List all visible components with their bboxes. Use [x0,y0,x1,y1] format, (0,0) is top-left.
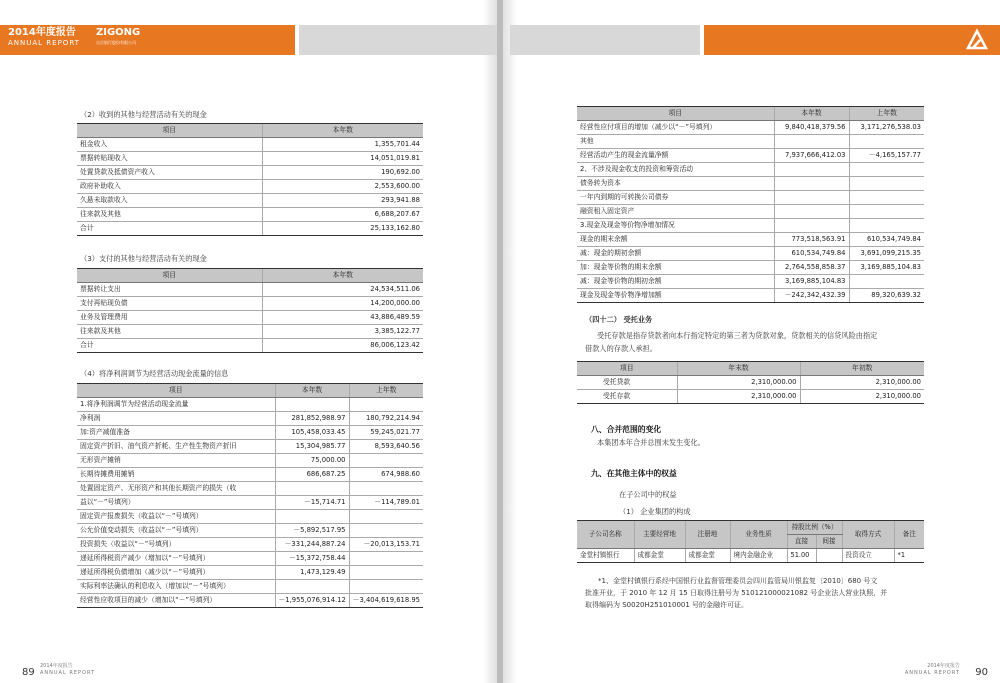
row-label: 处置贷款及抵债资产收入 [77,166,262,180]
row-label: 减：现金等价物的期初余额 [577,275,774,289]
col-header-prior-year: 上年数 [849,107,924,121]
col-header-current-year: 本年数 [262,124,423,138]
row-label: 2、不涉及现金收支的投资和筹资活动 [577,163,774,177]
row-value: 293,941.88 [262,194,423,208]
table-row [77,440,423,454]
table-row [77,566,423,580]
row-value [349,510,423,524]
row-value: 86,006,123.42 [262,339,423,353]
row-value: －15,714.71 [275,496,349,510]
row-value [349,482,423,496]
report-year-title: 2014年度报告 [8,27,76,38]
brand-subtitle: 自贡银行股份有限公司 [96,40,136,45]
row-value: 25,133,162.80 [262,222,423,236]
row-value [349,398,423,412]
table-row [77,398,423,412]
row-label: 加:资产减值准备 [77,426,275,440]
row-value: 14,200,000.00 [262,297,423,311]
row-label: 票据转让支出 [77,283,262,297]
section8-title: 八、合并范围的变化 [591,425,662,434]
cell: 成都金堂 [685,549,730,563]
row-label: 其他 [577,135,774,149]
table-row [577,177,924,191]
right-page [503,0,1000,683]
col-header-remarks: 备注 [894,521,924,549]
page-number: 89 [22,667,35,678]
col-header-acquisition-method: 取得方式 [842,521,894,549]
table2-heading: （2）收到的其他与经营活动有关的现金 [80,110,207,119]
table-row [77,552,423,566]
table-row [77,311,423,325]
report-logo [8,27,141,47]
row-label: 处置固定资产、无形资产和其他长期资产的损失（收 [77,482,275,496]
row-label: 固定资产报废损失（收益以“－”号填列） [77,510,275,524]
row-value: 6,688,207.67 [262,208,423,222]
row-value [349,580,423,594]
subsidiary-table [577,520,924,563]
section8-text: 本集团本年合并总围未发生变化。 [597,438,705,447]
footer-annual-report: ANNUAL REPORT [904,670,960,676]
row-value [275,482,349,496]
col-header-shareholding-ratio: 持股比例（%） [787,521,842,535]
table-row [77,412,423,426]
col-header-current-year: 本年数 [774,107,849,121]
row-value: 180,792,214.94 [349,412,423,426]
col-header-current-year: 本年数 [275,384,349,398]
col-header-main-place: 主要经营地 [634,521,685,549]
table-row [77,283,423,297]
table-row [77,166,423,180]
row-label: 一年内到期的可转换公司债券 [577,191,774,205]
row-label: 3.现金及现金等价物净增加情况 [577,219,774,233]
row-label: 票据转贴现收入 [77,152,262,166]
col-header-indirect: 间接 [816,535,842,549]
row-value: 674,988.60 [349,468,423,482]
row-label: 政府补助收入 [77,180,262,194]
header-grey-bar [510,25,700,55]
col-header-item: 项目 [77,269,262,283]
row-value: －114,789.01 [349,496,423,510]
left-page [0,0,497,683]
row-label: 融资租入固定资产 [577,205,774,219]
table-row [577,233,924,247]
col-header-item: 项目 [577,107,774,121]
row-value: 8,593,640.56 [349,440,423,454]
row-label: 经营性应付项目的增加（减少以“－”号填列） [577,121,774,135]
row-value: 3,385,122.77 [262,325,423,339]
net-profit-reconciliation-table [77,383,423,608]
row-label: 减：现金的期初余额 [577,247,774,261]
table-row [77,496,423,510]
table4-heading: （4）将净利润调节为经营活动现金流量的信息 [80,369,229,378]
table-row [577,275,924,289]
row-label: 往来款及其他 [77,208,262,222]
section9-subsidiary-interests: 在子公司中的权益 [619,490,677,499]
row-value: －331,244,887.24 [275,538,349,552]
table-row [77,482,423,496]
row-value [349,454,423,468]
row-value: －15,372,758.44 [275,552,349,566]
row-value: －1,955,076,914.12 [275,594,349,608]
table-row [77,594,423,608]
table3-heading: （3）支付的其他与经营活动有关的现金 [80,254,207,263]
row-label: 支付再贴现负债 [77,297,262,311]
page-number: 90 [975,667,988,678]
row-label: 无形资产摊销 [77,454,275,468]
row-value [275,580,349,594]
page-fold-shadow [483,0,497,683]
row-value: 3,169,885,104.83 [849,261,924,275]
table-row [77,222,423,236]
row-value: 3,691,099,215.35 [849,247,924,261]
footnote-line-1: *1、金堂村镇银行系经中国银行业监督管理委员会四川监管局川银监复〔2010〕680 号文 [598,577,878,585]
row-value: 610,534,749.84 [849,233,924,247]
table-row [77,538,423,552]
table-row [577,163,924,177]
table-row [77,468,423,482]
table-row [577,390,924,404]
row-label: 加：现金等价物的期末余额 [577,261,774,275]
row-label: 经营性应收项目的减少（增加以“－”号填列） [77,594,275,608]
row-value [275,510,349,524]
table-row [77,339,423,353]
table-row [77,297,423,311]
table-row [77,152,423,166]
row-value [774,219,849,233]
table-row [77,454,423,468]
row-label: 经营活动产生的现金流量净额 [577,149,774,163]
table-row [77,580,423,594]
row-value: 686,687.25 [275,468,349,482]
row-label: 合计 [77,339,262,353]
row-value: 89,320,639.32 [849,289,924,303]
row-value: 2,764,558,858.37 [774,261,849,275]
entrusted-business-text-2: 借款人的存款人承担。 [585,344,657,353]
row-value: 3,171,276,538.03 [849,121,924,135]
row-value: －242,342,432.39 [774,289,849,303]
row-value [849,219,924,233]
table-row [577,149,924,163]
col-header-item: 项目 [577,362,677,376]
table-row [77,524,423,538]
table-row [77,138,423,152]
row-value [849,275,924,289]
row-label: 久悬未取款收入 [77,194,262,208]
row-value: 15,304,985.77 [275,440,349,454]
row-label: 受托贷款 [577,376,677,390]
row-value [774,191,849,205]
row-label: 益以“－”号填列） [77,496,275,510]
table-row [77,325,423,339]
row-value [849,163,924,177]
row-value [774,177,849,191]
footer-annual-report: ANNUAL REPORT [40,670,96,676]
row-value: 1,355,701.44 [262,138,423,152]
row-label: 实际利率法确认的利息收入（增加以“－”号填列） [77,580,275,594]
footer-year: 2014年度报告 [40,663,73,669]
row-label: 现金及现金等价物净增加额 [577,289,774,303]
table-row [77,510,423,524]
row-label: 1.将净利润调节为经营活动现金流量 [77,398,275,412]
row-value: 59,245,021.77 [349,426,423,440]
row-label: 业务及管理费用 [77,311,262,325]
table-row [577,135,924,149]
row-value: 2,310,000.00 [800,376,924,390]
row-value: －3,404,619,618.95 [349,594,423,608]
col-header-item: 项目 [77,384,275,398]
col-header-year-end: 年末数 [677,362,800,376]
row-value: 610,534,749.84 [774,247,849,261]
table-row [577,376,924,390]
row-value: 2,553,600.00 [262,180,423,194]
table-row [577,289,924,303]
row-label: 递延所得税资产减少（增加以“－”号填列） [77,552,275,566]
cell: 51.00 [787,549,816,563]
col-header-item: 项目 [77,124,262,138]
table-row [77,194,423,208]
row-label: 债务转为资本 [577,177,774,191]
footnote-line-2: 批准开业，于 2010 年 12 月 15 日取得注册号为 510121000021082 号企业法人营业执照，并 [585,589,888,597]
header-grey-bar [299,25,497,55]
row-label: 受托存款 [577,390,677,404]
col-header-business-nature: 业务性质 [730,521,787,549]
other-cash-paid-table [77,268,423,353]
row-value [774,205,849,219]
row-value [349,566,423,580]
row-value [349,524,423,538]
row-value [849,205,924,219]
row-value: 281,852,988.97 [275,412,349,426]
row-value: 75,000.00 [275,454,349,468]
section9-group-structure: （1） 企业集团的构成 [619,507,691,516]
row-label: 公允价值变动损失（收益以“－”号填列） [77,524,275,538]
bank-logo-icon [964,28,990,52]
row-value [849,177,924,191]
cash-flow-supplement-table [577,106,924,303]
col-header-direct: 直接 [787,535,816,549]
row-value: 9,840,418,379.56 [774,121,849,135]
entrusted-business-heading: （四十二） 受托业务 [585,315,653,324]
row-value: 1,473,129.49 [275,566,349,580]
row-value: 190,692.00 [262,166,423,180]
row-label: 长期待摊费用摊销 [77,468,275,482]
col-header-registered-place: 注册地 [685,521,730,549]
row-label: 合计 [77,222,262,236]
row-label: 租金收入 [77,138,262,152]
table-row [577,205,924,219]
row-value: 14,051,019.81 [262,152,423,166]
row-value [349,552,423,566]
header-orange-bar [0,25,295,55]
cell: 金堂村镇银行 [577,549,634,563]
row-value: 43,886,489.59 [262,311,423,325]
row-value: 24,534,511.06 [262,283,423,297]
col-header-current-year: 本年数 [262,269,423,283]
table-row [77,426,423,440]
header-orange-bar [704,25,1000,55]
cell: 境内金融企业 [730,549,787,563]
row-value [849,191,924,205]
table-row [577,191,924,205]
entrusted-business-text-1: 受托存款是指存贷款者向本行指定特定的第三者为贷款对象，贷款相关的信贷风险由指定 [597,331,878,340]
row-value: 3,169,885,104.83 [774,275,849,289]
footnote-line-3: 取得编码为 S0020H251010001 号的金融许可证。 [585,601,749,609]
brand-name: ZIGONG [96,27,141,38]
row-value [275,398,349,412]
col-header-year-begin: 年初数 [800,362,924,376]
entrusted-business-table [577,361,924,404]
row-value: 105,458,033.45 [275,426,349,440]
row-label: 净利润 [77,412,275,426]
col-header-prior-year: 上年数 [349,384,423,398]
other-cash-received-table [77,123,423,236]
row-label: 现金的期末余额 [577,233,774,247]
cell: *1 [894,549,924,563]
row-value: 7,937,666,412.03 [774,149,849,163]
row-label: 往来款及其他 [77,325,262,339]
table-row [577,549,924,563]
col-header-subsidiary-name: 子公司名称 [577,521,634,549]
page-fold-shadow [503,0,517,683]
table-row [77,208,423,222]
table-row [577,247,924,261]
annual-report-label: ANNUAL REPORT [8,39,80,47]
row-label: 固定资产折旧、油气资产折耗、生产性生物资产折旧 [77,440,275,454]
row-value: 773,518,563.91 [774,233,849,247]
table-row [77,180,423,194]
cell [816,549,842,563]
row-value [774,163,849,177]
row-value: 2,310,000.00 [677,376,800,390]
row-value: －5,892,517.95 [275,524,349,538]
table-row [577,261,924,275]
row-value: －20,013,153.71 [349,538,423,552]
row-value [849,135,924,149]
row-value: －4,165,157.77 [849,149,924,163]
row-value: 2,310,000.00 [800,390,924,404]
row-value: 2,310,000.00 [677,390,800,404]
row-label: 投资损失（收益以“－”号填列） [77,538,275,552]
table-row [577,219,924,233]
footer-year: 2014年度报告 [927,663,960,669]
section9-title: 九、在其他主体中的权益 [591,469,677,478]
table-row [577,121,924,135]
row-value [774,135,849,149]
cell: 投资设立 [842,549,894,563]
row-label: 递延所得税负债增加（减少以“－”号填列） [77,566,275,580]
cell: 成都金堂 [634,549,685,563]
